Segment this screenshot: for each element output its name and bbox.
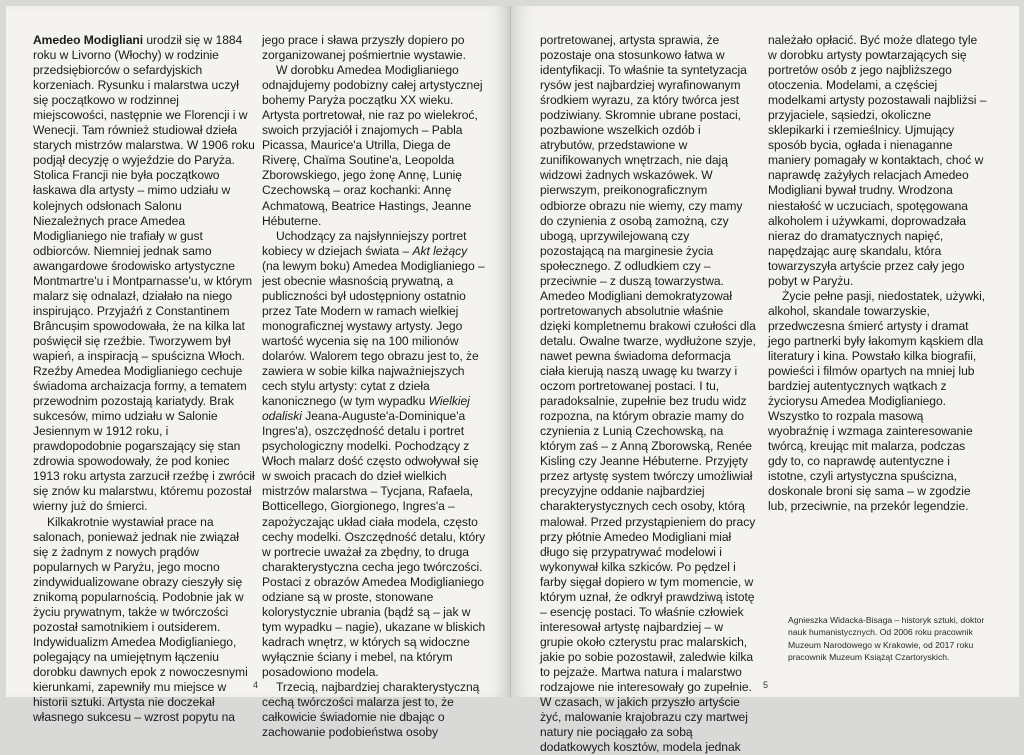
page-number: 4 xyxy=(253,680,259,690)
page-number: 5 xyxy=(763,680,769,690)
author-name: Amedeo Modigliani xyxy=(33,33,144,47)
paragraph: portretowanej, artysta sprawia, że pozostaje ona stosunkowo łatwa w identyfikacji. To właśnie ta syntetyzacja rysów jest najbardziej wyrafinowanym środkiem wyrazu, za który twórca jest podziwiany. Skromnie ubrane postaci, pozbawione wszelkich ozdób i atrybutów, przedstawione w zunifikowanych wnętrzach, nie dają widzowi żadnych wskazówek. W pierwszym, preikonograficznym odbiorze obrazu nie wiemy, czy mamy do czynienia z osobą zamożną, czy ubogą, uprzywilejowaną czy pozostającą na marginesie życia społecznego. Z odludkiem czy – przeciwnie – z duszą towarzystwa. Amedeo Modigliani demokratyzował portretowanych absolutnie właśnie dzięki kompletnemu brakowi czułości dla detalu. Owalne twarze, wydłużone szyje, nawet pewna świadoma deformacja ciała kierują naszą uwagę ku twarzy i oczom portretowanej postaci. I tu, paradoksalnie, zupełnie bez trudu widz rozpozna, na którym obrazie mamy do czynienia z Lunią Czechowską, na którym zaś – z Anną Zborowską, Renée Kisling czy Jeanne Hébuterne. Przyjęty przez artystę system twórczy umożliwiał precyzyjne oddanie najbardziej charakterystycznych cech osoby, którą malował. Przed przystąpieniem do pracy przy płótnie Amedeo Modigliani miał długo się przypatrywać modelowi i wykonywał kilka szkiców. Po pędzel i farby sięgał dopiero w tym momencie, w którym uznał, że odkrył prawdziwą istotę – esencję postaci. To właśnie człowiek interesował artystę najbardziej – w grupie około czterystu prac malarskich, jakie po sobie pozostawił, zaledwie kilka to pejzaże. Martwa natura i malarstwo rodzajowe nie interesowały go zupełnie. W czasach, w jakich przyszło artyście żyć, malowanie krajobrazu czy martwej natury nie pociągało za sobą dodatkowych kosztów, modela jednak xyxy=(540,33,756,755)
paragraph: W dorobku Amedea Modiglianiego odnajdujemy podobizny całej artystycznej bohemy Paryża początku XX wieku. Artysta portretował, nie raz po wielekroć, swoich przyjaciół i znajomych – Pabla Picassa, Maurice'a Utrilla, Diega de Riverę, Chaïma Soutine'a, Leopolda Zborowskiego, jego żonę Annę, Lunię Czechowską – oraz kochanki: Annę Achmatową, Beatrice Hastings, Jeanne Hébuterne. xyxy=(262,63,483,228)
artwork-title: Wielkiej odaliski xyxy=(262,394,470,424)
paragraph xyxy=(262,229,486,680)
paragraph-text: (na lewym boku) Amedea Modiglianiego – jest obecnie własnością prywatną, a publiczności był udostępniony ostatnio przez Tate Modern w ramach wielkiej monograficznej wystawy artysty. Jego wartość wycenia się na 100 milionów dolarów. Walorem tego obrazu jest to, że zawiera w sobie kilka najważniejszych cech stylu artysty: cytat z dzieła kanonicznego (w tym wypadku xyxy=(262,258,485,409)
paragraph: należało opłacić. Być może dlatego tyle w dorobku artysty powtarzających się portretów osób z jego najbliższego otoczenia. Modelami, a częściej modelkami artysty pozostawali najbliżsi – przyjaciele, sąsiedzi, okoliczne sklepikarki i rzemieślnicy. Ujmujący sposób bycia, ogłada i nienaganne maniery pomagały w kontaktach, choć w naprawdę zażyłych relacjach Amedeo Modigliani bywał trudny. Wrodzona niestałość w uczuciach, spotęgowana alkoholem i używkami, doprowadzała nieraz do dramatycznych napięć, napędzając aurę skandalu, która towarzyszyła artyście przez cały jego pobyt w Paryżu. xyxy=(768,33,987,288)
left-column-1 xyxy=(33,33,255,725)
right-page xyxy=(511,6,1019,755)
paragraph: Trzecią, najbardziej charakterystyczną cechą twórczości malarza jest to, że całkowicie świadomie nie dbając o zachowanie podobieństwa osoby xyxy=(262,680,480,740)
left-page xyxy=(6,6,511,740)
paragraph xyxy=(33,33,255,515)
artwork-title: Akt leżący xyxy=(412,243,468,258)
paragraph-text: Jeana-Auguste'a-Dominique'a Ingres'a), oszczędność detalu i portret psychologiczny modelki. Pochodzący z Włoch malarz dość często odwoływał się w swoich pracach do dzieł wielkich mistrzów malarstwa – Tycjana, Rafaela, Botticellego, Giorgionego, Ingres'a – zapożyczając układ ciała modela, często cechy modelki. Oszczędność detalu, który w portrecie uważał za zbędny, to druga charakterystyczna cecha jego twórczości. Postaci z obrazów Amedea Modiglianiego odziane są w proste, stonowane kolorystycznie ubrania (bądź są – jak w tym wypadku – nagie), ukazane w bliskich kadrach wnętrz, w których są widoczne wyłącznie ściany i mebel, na którym posadowiono modela. xyxy=(262,409,486,679)
author-bio: Agnieszka Widacka-Bisaga – historyk sztuki, doktor nauk humanistycznych. Od 2006 roku pracownik Muzeum Narodowego w Krakowie, od 2017 roku pracownik Muzeum Książąt Czartoryskich. xyxy=(788,615,985,663)
right-column-2 xyxy=(768,33,987,515)
left-column-2 xyxy=(262,33,486,740)
paragraph-text: urodził się w 1884 roku w Livorno (Włochy) w rodzinie przedsiębiorców o sefardyjskich korzeniach. Rysunku i malarstwa uczył się początkowo w rodzinnej miejscowości, następnie we Florencji i w Wenecji. Tam również studiował dzieła starych mistrzów malarstwa. W 1906 roku podjął decyzję o wyjeździe do Paryża. Stolica Francji nie była początkowo łaskawa dla artysty – mimo udziału w kolejnych odsłonach Salonu Niezależnych prace Amedea Modiglianiego nie trafiały w gust odbiorców. Niemniej jednak samo awangardowe środowisko artystyczne Montmartre'u i Montparnasse'u, w którym malarz się odnalazł, działało na niego inspirująco. Przyjaźń z Constantinem Brâncușim spowodowała, że na kilka lat poświęcił się rzeźbie. Tworzywem był wapień, a inspiracją – spuścizna Włoch. Rzeźby Amedea Modiglianiego cechuje świadoma archaizacja formy, a tematem przewodnim pozostają kariatydy. Brak sukcesów, mimo udziału w Salonie Jesiennym w 1912 roku, i prawdopodobnie pogarszający się stan zdrowia spowodowały, że pod koniec 1913 roku artysta zarzucił rzeźbę i zwrócił się znów ku malarstwu, któremu pozostał wierny już do śmierci. xyxy=(33,33,255,514)
paragraph: Kilkakrotnie wystawiał prace na salonach, ponieważ jednak nie związał się z żadnym z nowych prądów popularnych w Paryżu, jego mocno zindywidualizowane obrazy cieszyły się znikomą popularnością. Podobnie jak w życiu prywatnym, także w twórczości pozostał samotnikiem i outsiderem. Indywidualizm Amedea Modiglianiego, polegający na umiejętnym łączeniu dorobku dawnych epok z nowoczesnymi kierunkami, zapewniły mu miejsce w historii sztuki. Artysta nie doczekał własnego sukcesu – wzrost popytu na xyxy=(33,514,248,725)
paragraph: jego prace i sława przyszły dopiero po zorganizowanej pośmiertnie wystawie. xyxy=(262,33,466,63)
paragraph: Życie pełne pasji, niedostatek, używki, alkohol, skandale towarzyskie, przedwczesna śmierć artysty i dramat jego partnerki były łakomym kąskiem dla literatury i kina. Powstało kilka biografii, powieści i filmów opartych na mniej lub bardziej autentycznych wątkach z życiorysu Amedea Modiglianiego. Wszystko to rozpala masową wyobraźnię i wzmaga zainteresowanie twórcą, kreując mit malarza, podczas gdy to, co naprawdę autentyczne i istotne, czyli artystyczna spuścizna, doskonale broni się sama – w zgodzie lub, przeciwnie, na przekór legendzie. xyxy=(768,288,986,514)
right-column-1 xyxy=(540,33,756,755)
paragraph-text: Uchodzący za najsłynniejszy portret kobiecy w dziejach świata – xyxy=(262,228,467,258)
